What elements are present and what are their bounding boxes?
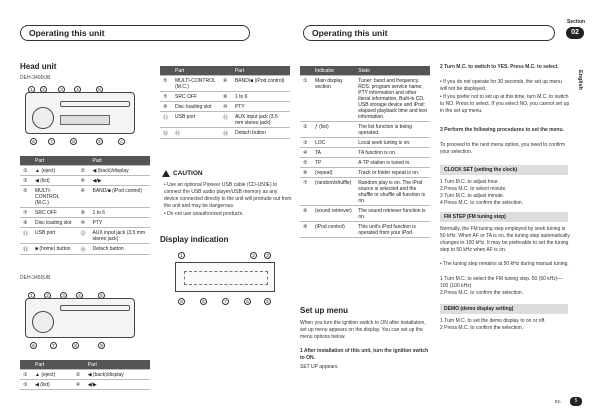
table-cell: ① bbox=[300, 76, 312, 122]
section-label: Section bbox=[567, 19, 586, 25]
table-cell: ▲ (eject) bbox=[32, 166, 78, 176]
table-cell: ④ bbox=[300, 148, 312, 158]
table-cell: ⑥ bbox=[78, 186, 90, 208]
indicator-row bbox=[300, 122, 430, 138]
indicator-row bbox=[300, 158, 430, 168]
indicator-row bbox=[300, 148, 430, 158]
model-name-2: DEH-3450UB bbox=[20, 275, 51, 281]
table-cell: ⑫ bbox=[220, 112, 232, 128]
table-cell: ⑧ bbox=[78, 208, 90, 218]
fm-step-bullet: • The tuning step remains at 50 kHz during manual tuning. bbox=[440, 261, 569, 267]
table-cell: ③ bbox=[20, 176, 32, 186]
table-cell: Disc loading slot bbox=[32, 218, 78, 228]
callout: 1 bbox=[178, 252, 185, 259]
table-cell: The sound retriever function is on. bbox=[355, 206, 430, 222]
table-cell: BAND/■ (iPod control) bbox=[90, 186, 150, 208]
fm-step-bar: FM STEP (FM tuning step) bbox=[440, 212, 568, 222]
indicator-row bbox=[300, 76, 430, 122]
table-cell: ⑬ bbox=[160, 128, 172, 139]
table-cell: ◀/▶ bbox=[90, 176, 150, 186]
callout: 5 bbox=[264, 298, 271, 305]
table-cell: Track or folder repeat is on. bbox=[355, 168, 430, 178]
table-cell: (random/shuffle) bbox=[312, 178, 355, 206]
table-cell: ⑦ bbox=[160, 92, 172, 102]
table-cell: (repeat) bbox=[312, 168, 355, 178]
table-cell: TA bbox=[312, 148, 355, 158]
table-cell: Local seek tuning is on. bbox=[355, 138, 430, 148]
caution-title: CAUTION bbox=[162, 170, 203, 177]
left-header: Operating this unit bbox=[20, 25, 250, 41]
table-cell: 1 to 6 bbox=[90, 208, 150, 218]
table-cell: Tuner: band and frequency. RDS: program service name, PTY information and other literal information. Built-in CD, USB storage device and iPod: elapsed playback time and text information. bbox=[355, 76, 430, 122]
multi-control-dial-2 bbox=[32, 311, 54, 333]
callout: 3 bbox=[60, 292, 67, 299]
callout: 5 bbox=[96, 86, 103, 93]
clock-steps: 1 Turn M.C. to adjust hour. 2 Press M.C. to select minute. 3 Turn M.C. to adjust minute. 4 Press M.C. to confirm the selection. bbox=[440, 179, 524, 206]
parts-table-2: Part Part ⑤ MULTI-CONTROL (M.C.) ⑥ BAND/■ (iPod control) ⑦ SRC OFF ⑧ 1 to 6 ⑨ Disc loading slot ⑩ PTY ⑪ USB port ⑫ AUX input jack (3.5 mm stereo jack) ⑬ Ⓗ ⑭ Detach button bbox=[160, 66, 290, 139]
clock-set-bar: CLOCK SET (setting the clock) bbox=[440, 165, 568, 175]
callout: 9 bbox=[96, 138, 103, 145]
table-row bbox=[20, 166, 150, 176]
table-cell: ④ bbox=[78, 176, 90, 186]
parts-table-3: Part Part ① ▲ (eject) ② ◀ (back)/display ③ ◀ (list) ④ ◀/▶ bbox=[20, 360, 150, 390]
setup-step-3: 3 Perform the following procedures to set the menu. bbox=[440, 127, 564, 133]
multi-control-dial bbox=[32, 107, 54, 129]
table-cell: ⑫ bbox=[78, 228, 90, 244]
table-cell: ⑦ bbox=[20, 208, 32, 218]
parts-table-1: Part Part ① ▲ (eject) ② ◀ (back)/display ③ ◀ (list) ④ ◀/▶ ⑤ MULTI-CONTROL (M.C.) ⑥ BAND/■ (iPod control) ⑦ SRC OFF ⑧ 1 to 6 ⑨ Disc loading slot ⑩ PTY ⑪ USB port ⑫ AUX input jack (3.5 mm stereo jack) ⑬ ■ (home) button ⑭ Detach button bbox=[20, 156, 150, 255]
table-row bbox=[20, 218, 150, 228]
head-unit-illustration-2 bbox=[25, 298, 135, 338]
callout: 7 bbox=[50, 342, 57, 349]
demo-bar: DEMO (demo display setting) bbox=[440, 304, 568, 314]
table-row bbox=[20, 208, 150, 218]
table-cell: ⑬ bbox=[20, 244, 32, 255]
table-cell: ◀ (list) bbox=[32, 176, 78, 186]
table-cell: ■ (home) button bbox=[32, 244, 78, 255]
table-row bbox=[20, 176, 150, 186]
table-cell: ⑤ bbox=[20, 186, 32, 208]
table-row bbox=[20, 380, 150, 390]
setup-intro: When you turn the ignition switch to ON after installation, set up menu appears on the display. You can set up the menu options below. bbox=[300, 320, 426, 340]
setup-title: Set up menu bbox=[300, 306, 349, 315]
table-cell: ③ bbox=[300, 138, 312, 148]
table-cell: ⑭ bbox=[78, 244, 90, 255]
callout: 7 bbox=[48, 138, 55, 145]
table-cell: ④ bbox=[73, 380, 85, 390]
callout: 6 bbox=[30, 342, 37, 349]
table-cell: ⑩ bbox=[220, 102, 232, 112]
callout: 6 bbox=[244, 298, 251, 305]
table-cell: MULTI-CONTROL (M.C.) bbox=[32, 186, 78, 208]
table-cell: ◀ (back)/display bbox=[90, 166, 150, 176]
right-header: Operating this unit bbox=[303, 25, 555, 41]
fm-steps: 1 Turn M.C. to select the FM tuning step. 50 (50 kHz)—100 (100 kHz) 2 Press M.C. to confirm the selection. bbox=[440, 276, 563, 296]
table-cell: 1 to 6 bbox=[232, 92, 290, 102]
caution-item-1: • Use an optional Pioneer USB cable (CD-U50E) to connect the USB audio player/USB memory as any device connected directly to the unit will protrude out from the unit and may be dangerous. bbox=[164, 182, 292, 209]
table-cell: USB port bbox=[32, 228, 78, 244]
step2-bullet-1: • If you do not operate for 30 seconds, the set up menu will not be displayed. bbox=[440, 79, 562, 92]
table-cell: ⑨ bbox=[20, 218, 32, 228]
table-row bbox=[20, 228, 150, 244]
table-cell: ⑥ bbox=[220, 76, 232, 92]
warning-icon bbox=[162, 170, 170, 177]
table-cell: ⑪ bbox=[20, 228, 32, 244]
table-cell: (iPod control) bbox=[312, 222, 355, 238]
lcd-main-section bbox=[184, 271, 268, 285]
table-row bbox=[20, 370, 150, 380]
table-cell: ⑤ bbox=[160, 76, 172, 92]
table-cell: ▲ (eject) bbox=[32, 370, 73, 380]
disc-slot bbox=[60, 101, 130, 107]
callout: 8 bbox=[200, 298, 207, 305]
table-cell: ⑧ bbox=[220, 92, 232, 102]
table-cell: ⑨ bbox=[160, 102, 172, 112]
disc-slot-2 bbox=[60, 305, 130, 311]
side-language: English bbox=[577, 70, 583, 90]
table-cell: AUX input jack (3.5 mm stereo jack) bbox=[232, 112, 290, 128]
callout: 8 bbox=[70, 138, 77, 145]
table-cell: The list function is being operated. bbox=[355, 122, 430, 138]
step3-text: To proceed to the next menu option, you need to confirm your selection. bbox=[440, 142, 566, 155]
table-cell: MULTI-CONTROL (M.C.) bbox=[172, 76, 220, 92]
head-unit-title: Head unit bbox=[20, 62, 57, 71]
callout: 4 bbox=[74, 86, 81, 93]
page-lang: En bbox=[555, 399, 561, 404]
table-cell: TA function is on. bbox=[355, 148, 430, 158]
indicator-row bbox=[300, 178, 430, 206]
table-row bbox=[160, 102, 290, 112]
callout: 3 bbox=[264, 252, 271, 259]
table-cell: Main display section bbox=[312, 76, 355, 122]
display-title: Display indication bbox=[160, 235, 229, 244]
callout: 3 bbox=[58, 86, 65, 93]
page-number: 5 bbox=[570, 397, 582, 406]
caution-item-2: • Do not use unauthorized products. bbox=[164, 211, 244, 217]
step2-bullet-2: • If you prefer not to set up at this time, turn M.C. to switch to NO. Press to select. If you select NO, you cannot set up in the set up menu. bbox=[440, 94, 570, 114]
callout: 1 bbox=[28, 86, 35, 93]
table-cell: ⑭ bbox=[220, 128, 232, 139]
table-cell: Detach button bbox=[90, 244, 150, 255]
section-badge: 02 bbox=[566, 27, 584, 39]
table-row bbox=[20, 186, 150, 208]
callout: 5 bbox=[98, 292, 105, 299]
indicator-row bbox=[300, 206, 430, 222]
indicator-table: Indicator State ① Main display section Tuner: band and frequency. RDS: program service name, PTY information and other literal information. Built-in CD, USB storage device and iPod: elapsed playback time and text information. ② ƒ (list) The list function is being operated. ③ LOC Local seek tuning is on. ④ TA TA function is on. ⑤ TP A TP station is tuned in. ⑥ (repeat) Track or folder repeat is on. ⑦ (random/shuffle) Random play is on. The iPod source is selected and the shuffle or shuffle all function is on. ⑧ (sound retriever) The sound retriever function is on. ⑨ (iPod control) This unit's iPod function is operated from your iPod. bbox=[300, 66, 430, 238]
table-cell: PTY bbox=[90, 218, 150, 228]
table-cell: ⑥ bbox=[300, 168, 312, 178]
demo-steps: 1 Turn M.C. to set the demo display to on or off. 2 Press M.C. to confirm the selection. bbox=[440, 318, 546, 331]
table-cell: ⑦ bbox=[300, 178, 312, 206]
table-cell: ① bbox=[20, 166, 32, 176]
table-cell: Random play is on. The iPod source is selected and the shuffle or shuffle all function is on. bbox=[355, 178, 430, 206]
table-cell: ② bbox=[78, 166, 90, 176]
callout: 2 bbox=[40, 86, 47, 93]
table-cell: ƒ (list) bbox=[312, 122, 355, 138]
callout: 2 bbox=[44, 292, 51, 299]
table-cell: ⑤ bbox=[300, 158, 312, 168]
table-cell: Disc loading slot bbox=[172, 102, 220, 112]
callout: c bbox=[118, 138, 125, 145]
callout: 8 bbox=[72, 342, 79, 349]
unit-display bbox=[60, 115, 110, 125]
setup-step-2: 2 Turn M.C. to switch to YES. Press M.C. to select. bbox=[440, 64, 559, 70]
callout: 6 bbox=[30, 138, 37, 145]
table-cell: PTY bbox=[232, 102, 290, 112]
table-cell: USB port bbox=[172, 112, 220, 128]
table-cell: BAND/■ (iPod control) bbox=[232, 76, 290, 92]
table-cell: A TP station is tuned in. bbox=[355, 158, 430, 168]
lcd-illustration bbox=[175, 262, 275, 292]
table-cell: SRC OFF bbox=[32, 208, 78, 218]
table-cell: This unit's iPod function is operated from your iPod. bbox=[355, 222, 430, 238]
callout: 1 bbox=[28, 292, 35, 299]
model-name-1: DEH-3400UB bbox=[20, 75, 51, 81]
table-cell: ⑪ bbox=[160, 112, 172, 128]
table-cell: AUX input jack (3.5 mm stereo jack) bbox=[90, 228, 150, 244]
fm-step-text: Normally, the FM tuning step employed by seek tuning is 50 kHz. When AF or TA is on, the tuning step automatically changes to 100 kHz. It may be preferable to set the tuning step to 50 kHz when AF is on. bbox=[440, 226, 570, 253]
callout: 9 bbox=[178, 298, 185, 305]
callout: 2 bbox=[250, 252, 257, 259]
table-cell: ◀/▶ bbox=[85, 380, 150, 390]
table-row bbox=[160, 92, 290, 102]
table-cell: ⑩ bbox=[78, 218, 90, 228]
callout: 9 bbox=[98, 342, 105, 349]
table-cell: LOC bbox=[312, 138, 355, 148]
table-cell: SRC OFF bbox=[172, 92, 220, 102]
table-row bbox=[20, 244, 150, 255]
setup-step-1: 1 After installation of this unit, turn the ignition switch to ON. bbox=[300, 348, 429, 361]
table-cell: (sound retriever) bbox=[312, 206, 355, 222]
table-cell: ② bbox=[300, 122, 312, 138]
table-cell: ◀ (list) bbox=[32, 380, 73, 390]
table-cell: ⑨ bbox=[300, 222, 312, 238]
table-row bbox=[160, 76, 290, 92]
table-cell: ⑧ bbox=[300, 206, 312, 222]
table-cell: Detach button bbox=[232, 128, 290, 139]
callout: 7 bbox=[222, 298, 229, 305]
table-cell: ◀ (back)/display bbox=[85, 370, 150, 380]
head-unit-illustration-1 bbox=[25, 92, 135, 134]
indicator-row bbox=[300, 138, 430, 148]
indicator-row bbox=[300, 222, 430, 238]
table-cell: ① bbox=[20, 370, 32, 380]
callout: 4 bbox=[76, 292, 83, 299]
table-cell: TP bbox=[312, 158, 355, 168]
indicator-row bbox=[300, 168, 430, 178]
table-cell: ③ bbox=[20, 380, 32, 390]
table-cell: Ⓗ bbox=[172, 128, 220, 139]
setup-step-1b: SET UP appears. bbox=[300, 364, 339, 370]
table-cell: ② bbox=[73, 370, 85, 380]
table-row bbox=[160, 128, 290, 139]
table-row bbox=[160, 112, 290, 128]
